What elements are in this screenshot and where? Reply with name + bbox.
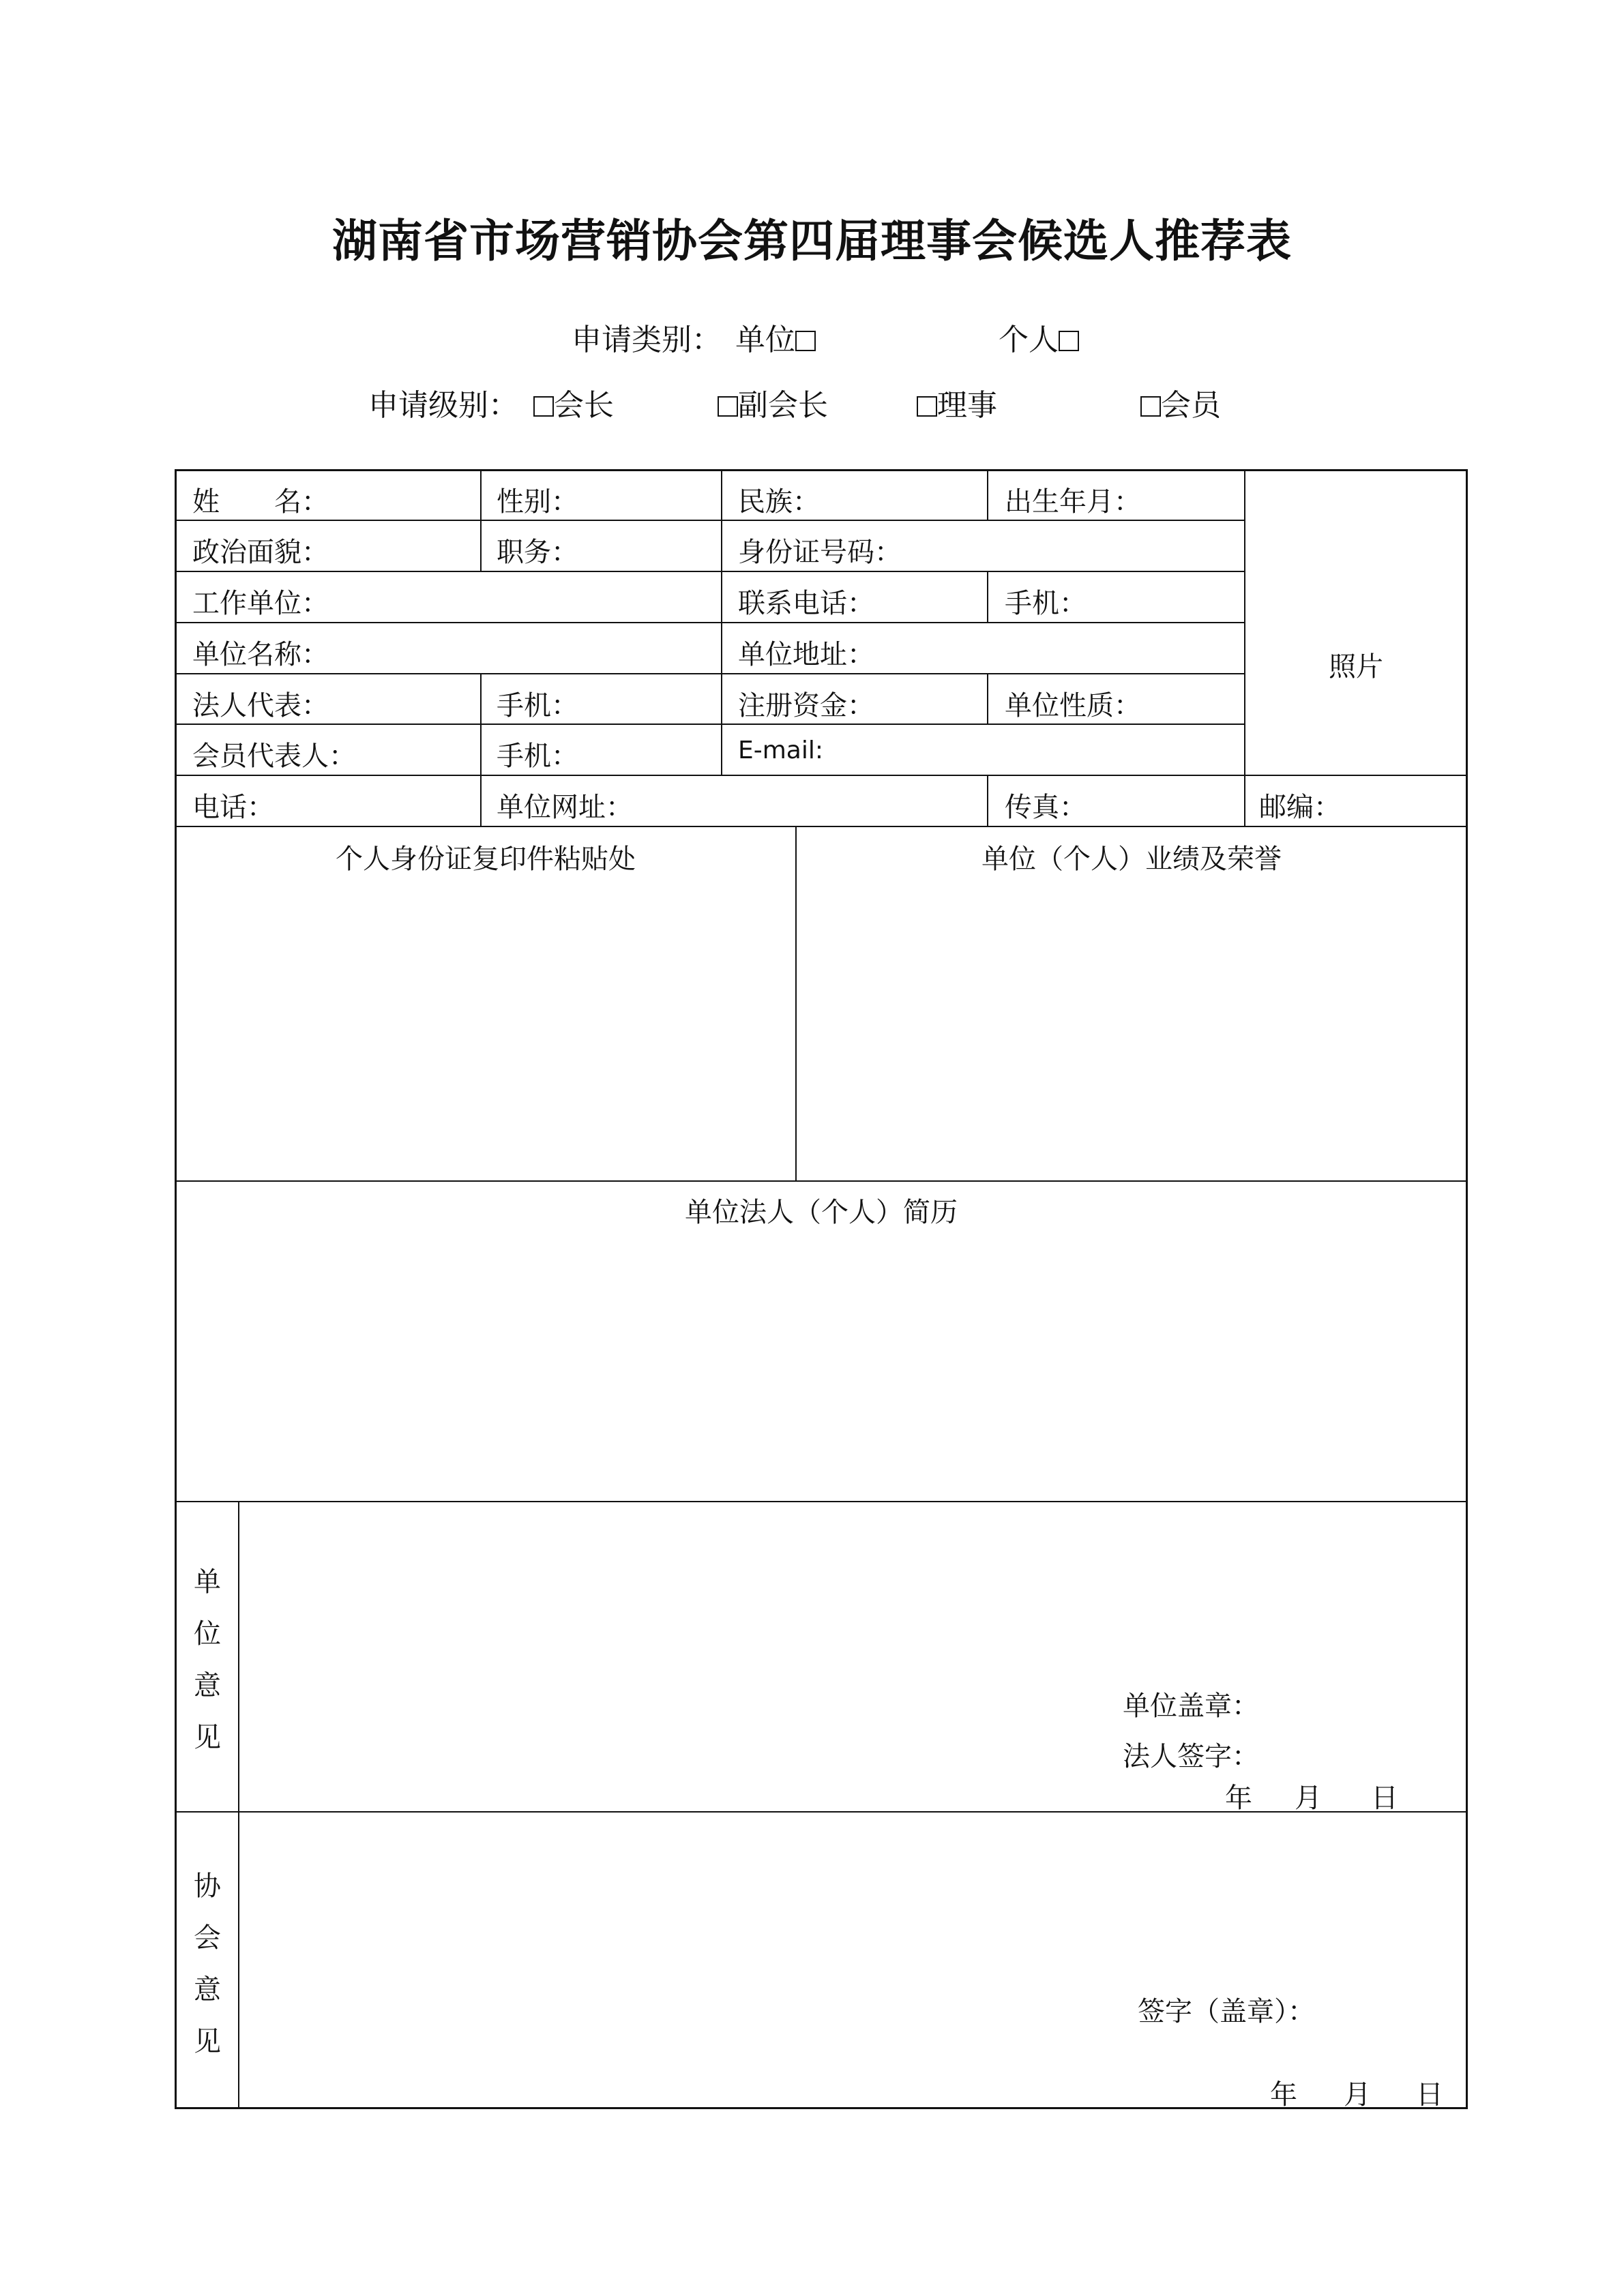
unit-opinion-char: 意 xyxy=(194,1670,221,1701)
unit-date-year: 年 xyxy=(1225,1783,1252,1814)
section-id-copy: 个人身份证复印件粘贴处 xyxy=(336,844,636,875)
assoc-opinion-char: 协 xyxy=(194,1870,221,1902)
assoc-date-day: 日 xyxy=(1416,2079,1443,2111)
field-member-rep: 会员代表人： xyxy=(192,741,356,772)
level-option-vice-president[interactable] xyxy=(718,381,828,424)
unit-date-day: 日 xyxy=(1371,1783,1398,1814)
unit-opinion-char: 单 xyxy=(194,1566,221,1598)
field-legal-rep: 法人代表： xyxy=(192,690,329,721)
unit-seal-label: 单位盖章： xyxy=(1123,1690,1259,1722)
field-unit-nature: 单位性质： xyxy=(1005,690,1141,721)
assoc-opinion-char: 意 xyxy=(194,1974,221,2006)
field-member-mobile: 手机： xyxy=(497,741,578,772)
checkbox-icon[interactable] xyxy=(1140,396,1161,417)
unit-opinion-char: 见 xyxy=(194,1722,221,1753)
level-option-president-label: 会长 xyxy=(554,388,614,423)
category-option-unit-label: 单位 xyxy=(735,323,795,357)
field-contact-phone: 联系电话： xyxy=(738,588,874,619)
checkbox-icon[interactable] xyxy=(533,396,554,417)
assoc-date-month: 月 xyxy=(1344,2079,1371,2111)
field-postcode: 邮编： xyxy=(1259,792,1341,823)
assoc-date-year: 年 xyxy=(1270,2079,1297,2111)
assoc-sign-label: 签字（盖章）： xyxy=(1138,1996,1315,2027)
field-legal-mobile: 手机： xyxy=(497,690,578,721)
field-ethnicity: 民族： xyxy=(738,486,820,518)
legal-signature-label: 法人签字： xyxy=(1123,1741,1259,1772)
level-option-member-label: 会员 xyxy=(1161,388,1221,423)
page-title: 湖南省市场营销协会第四届理事会候选人推荐表 xyxy=(332,214,1292,267)
field-email: E-mail: xyxy=(738,736,823,764)
unit-date-month: 月 xyxy=(1295,1783,1322,1814)
checkbox-icon[interactable] xyxy=(1059,331,1079,351)
unit-opinion-char: 位 xyxy=(194,1618,221,1650)
field-work-unit: 工作单位： xyxy=(192,588,329,619)
field-unit-name: 单位名称： xyxy=(192,639,329,670)
level-option-president[interactable] xyxy=(533,381,614,424)
checkbox-icon[interactable] xyxy=(917,396,937,417)
assoc-opinion-char: 见 xyxy=(194,2026,221,2057)
category-option-individual-label: 个人 xyxy=(999,323,1059,357)
field-unit-address: 单位地址： xyxy=(738,639,874,670)
level-label: 申请级别： xyxy=(368,388,518,423)
field-position: 职务： xyxy=(497,537,578,568)
level-option-director-label: 理事 xyxy=(937,388,997,423)
level-option-member[interactable] xyxy=(1140,381,1221,424)
section-resume: 单位法人（个人）简历 xyxy=(685,1197,958,1228)
field-gender: 性别： xyxy=(497,486,578,518)
field-political: 政治面貌： xyxy=(192,537,329,568)
field-birth: 出生年月： xyxy=(1005,486,1141,518)
assoc-opinion-char: 会 xyxy=(194,1922,221,1954)
field-capital: 注册资金： xyxy=(738,690,874,721)
level-option-vice-president-label: 副会长 xyxy=(738,388,828,423)
category-option-unit[interactable] xyxy=(735,315,816,359)
field-fax: 传真： xyxy=(1005,792,1087,823)
category-label: 申请类别： xyxy=(572,323,722,357)
field-name: 姓 名： xyxy=(192,486,329,518)
field-mobile: 手机： xyxy=(1005,588,1087,619)
field-phone: 电话： xyxy=(192,792,274,823)
field-website: 单位网址： xyxy=(497,792,633,823)
checkbox-icon[interactable] xyxy=(795,331,816,351)
section-achievements: 单位（个人）业绩及荣誉 xyxy=(981,844,1282,875)
photo-placeholder: 照片 xyxy=(1329,651,1383,683)
checkbox-icon[interactable] xyxy=(718,396,738,417)
level-option-director[interactable] xyxy=(917,381,997,424)
category-option-individual[interactable] xyxy=(999,315,1079,359)
field-id-number: 身份证号码： xyxy=(738,537,902,568)
